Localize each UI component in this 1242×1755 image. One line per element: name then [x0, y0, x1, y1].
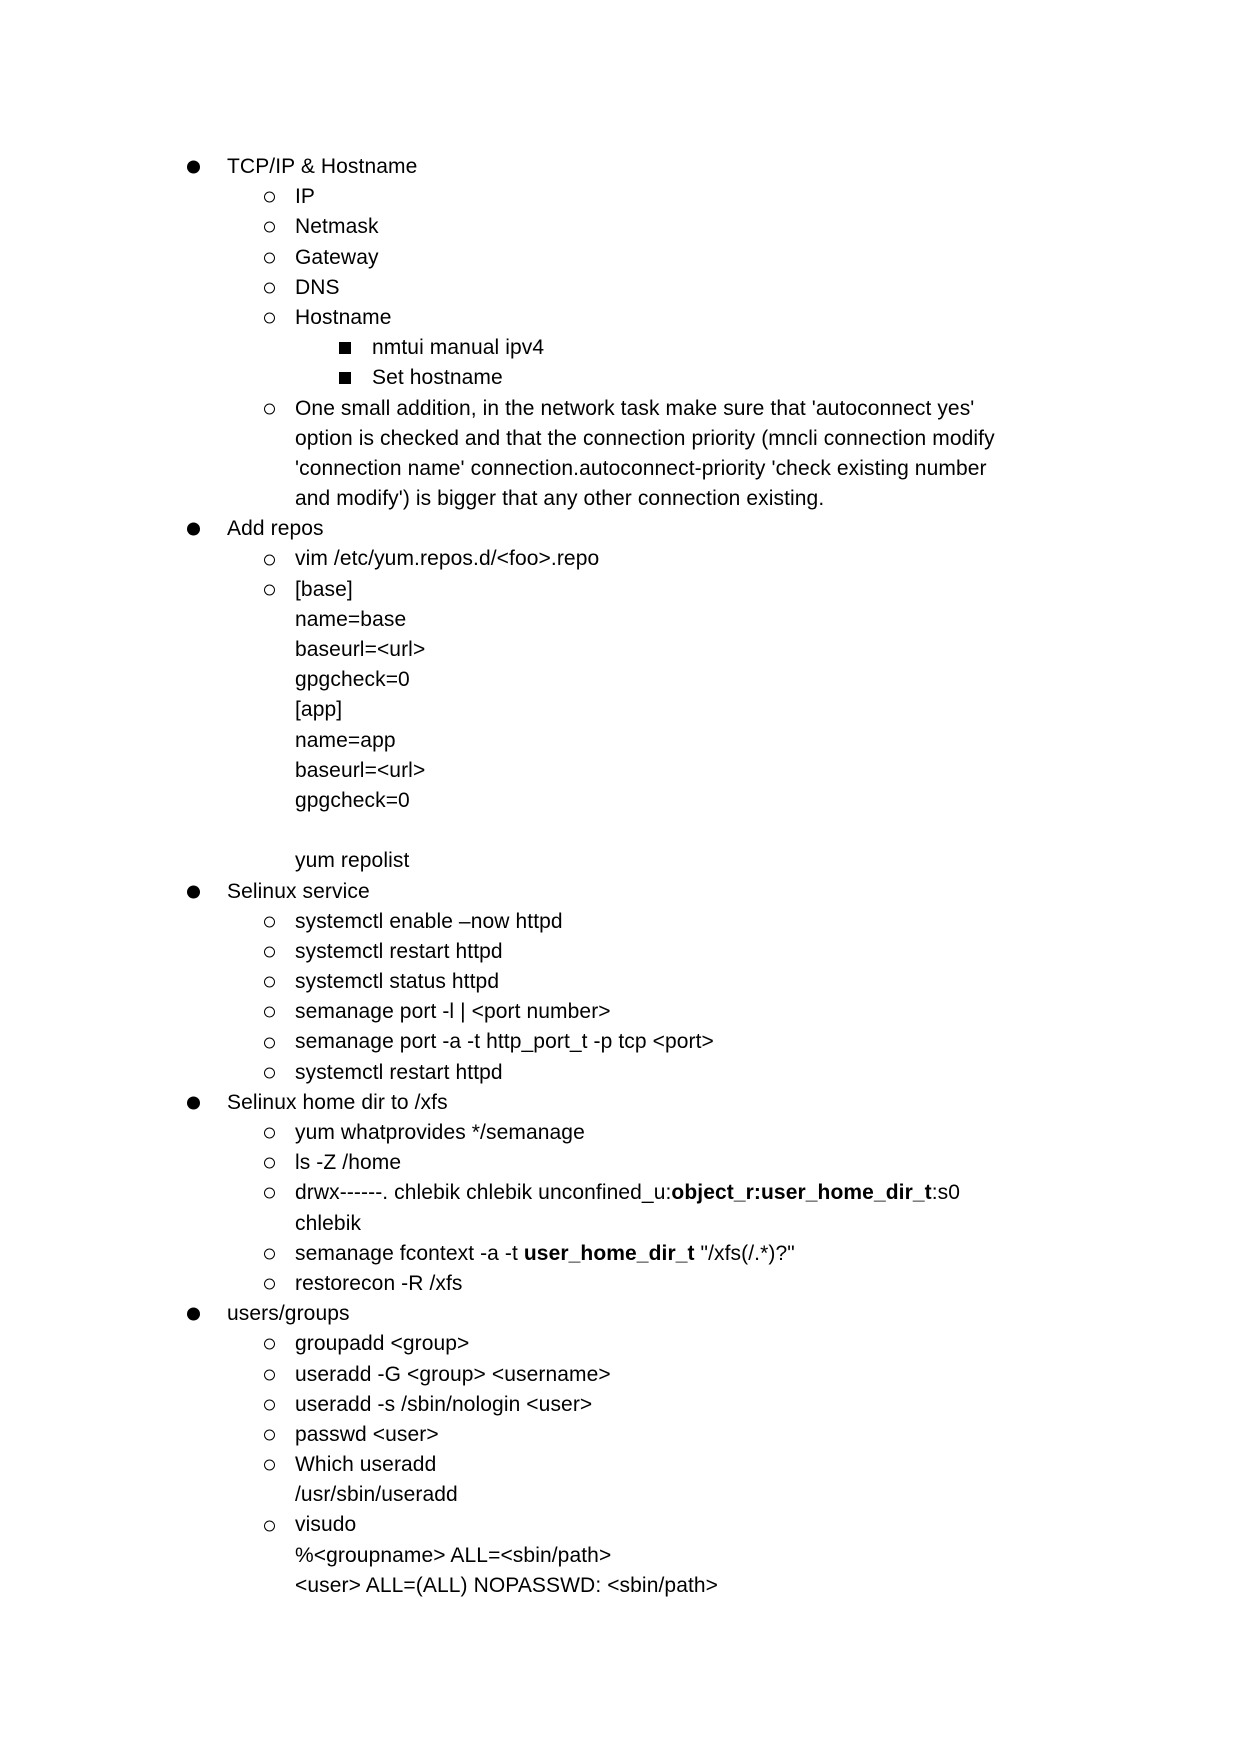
line-text — [295, 1329, 1242, 1359]
doc-line — [0, 1088, 1242, 1118]
line-text-segment: Which useradd — [295, 1453, 437, 1477]
doc-line — [0, 997, 1242, 1027]
line-text — [295, 544, 1242, 574]
line-text-segment: Hostname — [295, 305, 392, 329]
doc-line — [0, 1269, 1242, 1299]
line-text-segment: visudo — [295, 1513, 357, 1537]
line-text — [295, 1420, 1242, 1450]
doc-line — [0, 152, 1242, 182]
line-text — [295, 786, 1242, 816]
doc-line — [0, 1118, 1242, 1148]
line-text — [372, 363, 1242, 393]
doc-line — [0, 212, 1242, 242]
bullet-circle-icon — [264, 1460, 275, 1471]
bullet-circle-icon — [264, 403, 275, 414]
bullet-circle-icon — [264, 554, 275, 565]
document-content — [0, 152, 1242, 1601]
line-text-segment: Netmask — [295, 215, 379, 239]
line-text-segment: and modify') is bigger that any other connection existing. — [295, 487, 825, 511]
doc-line — [0, 695, 1242, 725]
line-text — [227, 877, 1242, 907]
bullet-circle-icon — [264, 1369, 275, 1380]
line-text-segment: restorecon -R /xfs — [295, 1271, 463, 1295]
doc-line — [0, 544, 1242, 574]
line-text-segment: %<groupname> ALL=<sbin/path> — [295, 1543, 612, 1567]
doc-line — [0, 816, 1242, 846]
bullet-circle-icon — [264, 1128, 275, 1139]
line-text-segment: Gateway — [295, 245, 379, 269]
doc-line — [0, 756, 1242, 786]
line-text — [295, 1118, 1242, 1148]
bullet-circle-icon — [264, 1007, 275, 1018]
line-text-segment: <user> ALL=(ALL) NOPASSWD: <sbin/path> — [295, 1573, 719, 1597]
line-text-segment: Selinux service — [227, 879, 370, 903]
line-text-segment: drwx------. chlebik chlebik unconfined_u: — [295, 1181, 672, 1205]
doc-line — [0, 1420, 1242, 1450]
bullet-circle-icon — [264, 1067, 275, 1078]
line-text — [295, 937, 1242, 967]
doc-line — [0, 1360, 1242, 1390]
doc-line — [0, 635, 1242, 665]
line-text-segment: semanage fcontext -a -t — [295, 1241, 524, 1265]
bullet-circle-icon — [264, 1279, 275, 1290]
doc-line — [0, 1329, 1242, 1359]
bullet-circle-icon — [264, 222, 275, 233]
line-text-segment: users/groups — [227, 1302, 350, 1326]
line-text-segment: yum repolist — [295, 849, 410, 873]
line-text — [295, 907, 1242, 937]
bullet-circle-icon — [264, 916, 275, 927]
line-text-segment: Add repos — [227, 517, 324, 541]
line-text — [295, 273, 1242, 303]
bullet-circle-icon — [264, 313, 275, 324]
line-text-segment: yum whatprovides */semanage — [295, 1121, 585, 1144]
bullet-disc-icon — [187, 1308, 200, 1321]
line-text — [295, 1148, 1242, 1178]
line-text — [295, 424, 1242, 454]
line-text — [295, 756, 1242, 786]
line-text — [295, 1239, 1242, 1269]
line-text-segment: semanage port -l | <port number> — [295, 1000, 611, 1024]
line-text-segment: IP — [295, 185, 316, 209]
line-text — [372, 333, 1242, 363]
line-text-segment: DNS — [295, 275, 340, 299]
line-text — [295, 243, 1242, 273]
line-text — [295, 635, 1242, 665]
line-text-segment: object_r:user_home_dir_t — [671, 1181, 932, 1205]
line-text — [295, 1058, 1242, 1088]
line-text — [295, 846, 1242, 876]
bullet-circle-icon — [264, 1429, 275, 1440]
line-text — [295, 212, 1242, 242]
line-text-segment: systemctl enable –now httpd — [295, 909, 563, 933]
bullet-circle-icon — [264, 282, 275, 293]
line-text-segment: Set hostname — [372, 366, 503, 390]
bullet-circle-icon — [264, 1248, 275, 1259]
line-text — [227, 514, 1242, 544]
line-text — [295, 303, 1242, 333]
doc-line — [0, 1480, 1242, 1510]
doc-line — [0, 333, 1242, 363]
line-text — [295, 1510, 1242, 1540]
bullet-square-icon — [339, 342, 351, 354]
line-text — [295, 1571, 1242, 1601]
bullet-circle-icon — [264, 1188, 275, 1199]
bullet-disc-icon — [187, 885, 200, 898]
bullet-circle-icon — [264, 1037, 275, 1048]
doc-line — [0, 1541, 1242, 1571]
line-text — [295, 1480, 1242, 1510]
doc-line — [0, 877, 1242, 907]
doc-line — [0, 454, 1242, 484]
bullet-square-icon — [339, 372, 351, 384]
doc-line — [0, 907, 1242, 937]
line-text — [295, 1027, 1242, 1057]
doc-line — [0, 1390, 1242, 1420]
line-text — [295, 394, 1242, 424]
line-text-segment: name=base — [295, 607, 407, 631]
line-text-segment: option is checked and that the connection priority (mncli connection modify — [295, 426, 995, 450]
bullet-circle-icon — [264, 1399, 275, 1410]
bullet-circle-icon — [264, 584, 275, 595]
doc-line — [0, 424, 1242, 454]
doc-line — [0, 1450, 1242, 1480]
line-text — [295, 726, 1242, 756]
line-text — [295, 1450, 1242, 1480]
line-text-segment: /usr/sbin/useradd — [295, 1483, 458, 1507]
bullet-disc-icon — [187, 161, 200, 174]
line-text-segment: useradd -s /sbin/nologin <user> — [295, 1392, 593, 1416]
line-text-segment: [app] — [295, 698, 343, 722]
line-text — [227, 1299, 1242, 1329]
line-text-segment: "/xfs(/.*)?" — [694, 1241, 795, 1265]
bullet-disc-icon — [187, 1096, 200, 1109]
doc-line — [0, 846, 1242, 876]
doc-line — [0, 1299, 1242, 1329]
bullet-circle-icon — [264, 946, 275, 957]
bullet-circle-icon — [264, 1158, 275, 1169]
bullet-circle-icon — [264, 977, 275, 988]
line-text-segment: systemctl restart httpd — [295, 1060, 503, 1084]
line-text-segment: One small addition, in the network task make sure that 'autoconnect yes' — [295, 396, 975, 420]
doc-line — [0, 1058, 1242, 1088]
bullet-disc-icon — [187, 523, 200, 536]
line-text-segment: baseurl=<url> — [295, 638, 426, 661]
doc-line — [0, 665, 1242, 695]
line-text-segment: baseurl=<url> — [295, 758, 426, 782]
line-text — [295, 454, 1242, 484]
doc-line — [0, 786, 1242, 816]
line-text — [295, 1178, 1242, 1208]
line-text-segment: user_home_dir_t — [523, 1241, 695, 1265]
doc-line — [0, 967, 1242, 997]
doc-line — [0, 273, 1242, 303]
doc-line — [0, 1178, 1242, 1208]
line-text — [295, 484, 1242, 514]
line-text — [295, 1390, 1242, 1420]
line-text-segment: :s0 — [931, 1181, 961, 1205]
line-text-segment: name=app — [295, 728, 396, 752]
line-text-segment: gpgcheck=0 — [295, 788, 410, 812]
line-text-segment: nmtui manual ipv4 — [372, 336, 545, 360]
line-text-segment: Selinux home dir to /xfs — [227, 1090, 448, 1114]
line-text-segment: gpgcheck=0 — [295, 668, 410, 692]
doc-line — [0, 937, 1242, 967]
line-text-segment: groupadd <group> — [295, 1332, 470, 1356]
doc-line — [0, 363, 1242, 393]
bullet-circle-icon — [264, 1339, 275, 1350]
line-text-segment: systemctl restart httpd — [295, 939, 503, 963]
line-text — [227, 1088, 1242, 1118]
doc-line — [0, 303, 1242, 333]
line-text — [295, 605, 1242, 635]
bullet-circle-icon — [264, 192, 275, 203]
doc-line — [0, 726, 1242, 756]
doc-line — [0, 1510, 1242, 1540]
line-text — [295, 997, 1242, 1027]
bullet-circle-icon — [264, 1520, 275, 1531]
line-text — [295, 1269, 1242, 1299]
line-text — [295, 1360, 1242, 1390]
doc-line — [0, 394, 1242, 424]
line-text-segment: [base] — [295, 577, 353, 601]
doc-line — [0, 484, 1242, 514]
line-text-segment: passwd <user> — [295, 1422, 439, 1446]
line-text — [295, 695, 1242, 725]
doc-line — [0, 575, 1242, 605]
line-text — [227, 152, 1242, 182]
doc-line — [0, 1148, 1242, 1178]
bullet-circle-icon — [264, 252, 275, 263]
doc-line — [0, 243, 1242, 273]
doc-line — [0, 182, 1242, 212]
line-text — [295, 665, 1242, 695]
line-text-segment: chlebik — [295, 1211, 362, 1235]
line-text-segment: ls -Z /home — [295, 1151, 402, 1175]
doc-line — [0, 1027, 1242, 1057]
doc-line — [0, 1571, 1242, 1601]
line-text-segment: 'connection name' connection.autoconnect-priority 'check existing number — [295, 456, 987, 480]
line-text-segment: semanage port -a -t http_port_t -p tcp <port> — [295, 1030, 714, 1054]
doc-line — [0, 1239, 1242, 1269]
doc-line — [0, 605, 1242, 635]
doc-line — [0, 514, 1242, 544]
doc-line — [0, 1209, 1242, 1239]
line-text — [295, 575, 1242, 605]
line-text — [295, 967, 1242, 997]
line-text-segment: vim /etc/yum.repos.d/<foo>.repo — [295, 547, 600, 571]
line-text — [295, 1209, 1242, 1239]
line-text-segment: systemctl status httpd — [295, 970, 500, 994]
line-text-segment: useradd -G <group> <username> — [295, 1362, 611, 1386]
line-text-segment: TCP/IP & Hostname — [227, 155, 418, 178]
line-text — [295, 1541, 1242, 1571]
line-text — [295, 182, 1242, 212]
